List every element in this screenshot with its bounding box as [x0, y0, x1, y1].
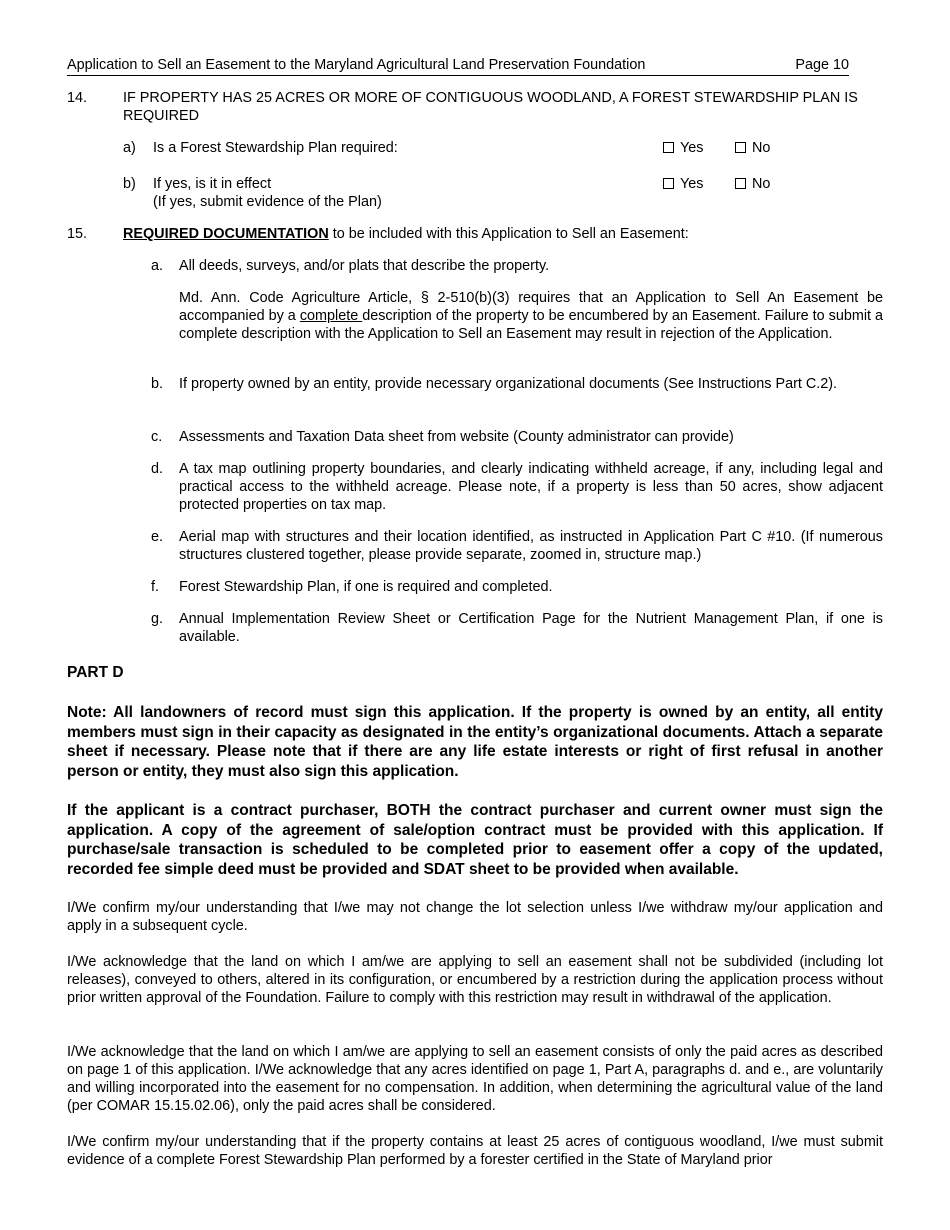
page-header: [67, 56, 849, 76]
q15-item-e-letter: e.: [151, 529, 164, 545]
q14b-note: (If yes, submit evidence of the Plan): [153, 194, 382, 210]
q15-note-before: Md. Ann. Code Agriculture Article, § 2-510(b)(3) requires that an Application to Sell An Easement be accompanied by a: [179, 290, 883, 324]
q14a-yes-label: Yes: [680, 140, 704, 156]
q15-item-a-letter: a.: [151, 258, 164, 274]
q14a-letter: a): [123, 140, 136, 156]
q15-item-g-letter: g.: [151, 611, 164, 627]
q14a-no-label: No: [752, 140, 771, 156]
q14a-yes-checkbox[interactable]: [663, 142, 674, 153]
q14b-yes-option[interactable]: [663, 175, 703, 193]
q14a-yes-option[interactable]: [663, 139, 703, 157]
q14-heading: IF PROPERTY HAS 25 ACRES OR MORE OF CONTIGUOUS WOODLAND, A FOREST STEWARDSHIP PLAN IS REQUIRED: [123, 90, 858, 124]
header-title: Application to Sell an Easement to the Maryland Agricultural Land Preservation Foundation: [67, 57, 646, 73]
q15-heading-rest: to be included with this Application to Sell an Easement:: [328, 226, 689, 242]
q15-item-b-text: If property owned by an entity, provide necessary organizational documents (See Instructions Part C.2).: [179, 376, 838, 392]
q15-item-c-text: Assessments and Taxation Data sheet from website (County administrator can provide): [179, 429, 734, 445]
q14a-question: Is a Forest Stewardship Plan required:: [153, 140, 398, 156]
part-d-paragraph-no-subdivision: I/We acknowledge that the land on which I am/we are applying to sell an easement shall not be subdivided (including lot releases), conveyed to others, altered in its configuration, or encumbered by a restriction during the application process without prior written approval of the Foundation. Failure to comply with this restriction may result in withdrawal of the application.: [67, 954, 883, 1006]
q14b-letter: b): [123, 176, 136, 192]
q14-number: 14.: [67, 90, 88, 106]
part-d-title: PART D: [67, 664, 124, 681]
part-d-paragraph-forest-plan: I/We confirm my/our understanding that if the property contains at least 25 acres of contiguous woodland, I/we must submit evidence of a complete Forest Stewardship Plan performed by a forester certified in the State of Maryland prior: [67, 1134, 883, 1168]
q15-item-c-letter: c.: [151, 429, 163, 445]
q14b-no-checkbox[interactable]: [735, 178, 746, 189]
q15-heading-line: [123, 225, 883, 243]
q15-heading: REQUIRED DOCUMENTATION: [123, 226, 329, 242]
q14b-yes-checkbox[interactable]: [663, 178, 674, 189]
header-page-number: Page 10: [795, 57, 849, 73]
q14a-no-option[interactable]: [735, 139, 770, 157]
part-d-note-owners: Note: All landowners of record must sign this application. If the property is owned by an entity, all entity members must sign in their capacity as designated in the entity’s organizational documents. Attach a separate sheet if necessary. Please note that if there are any life estate interests or right of first refusal in another person or entity, they must also sign this application.: [67, 704, 883, 780]
part-d-note-contract-purchaser: If the applicant is a contract purchaser, BOTH the contract purchaser and current owner must sign the application. A copy of the agreement of sale/option contract must be provided with this application. If purchase/sale transaction is scheduled to be completed prior to easement offer a copy of the updated, recorded fee simple deed must be provided and SDAT sheet to be provided when available.: [67, 802, 883, 878]
q15-item-a-note: [179, 289, 883, 343]
q15-item-f-letter: f.: [151, 579, 159, 595]
q14b-no-label: No: [752, 176, 771, 192]
q14b-yes-label: Yes: [680, 176, 704, 192]
q14b-no-option[interactable]: [735, 175, 770, 193]
q15-item-d-text: A tax map outlining property boundaries, and clearly indicating withheld acreage, if any, including legal and practical access to the withheld acreage. Please note, if a property is less than 50 acres, show adjacent protected properties on tax map.: [179, 461, 883, 513]
part-d-paragraph-paid-acres: I/We acknowledge that the land on which I am/we are applying to sell an easement consists of only the paid acres as described on page 1 of this application. I/We acknowledge that any acres identified on page 1, Part A, paragraphs d. and e., are voluntarily and willing incorporated into the easement for no compensation. In addition, when determining the agricultural value of the land (per COMAR 15.15.02.06), only the paid acres shall be considered.: [67, 1044, 883, 1114]
q15-item-d-letter: d.: [151, 461, 164, 477]
q15-item-g-text: Annual Implementation Review Sheet or Certification Page for the Nutrient Management Plan, if one is available.: [179, 611, 883, 645]
q15-item-b-letter: b.: [151, 376, 164, 392]
q15-note-after: description of the property to be encumbered by an Easement. Failure to submit a complete description with the Application to Sell an Easement may result in rejection of the Application.: [179, 308, 884, 342]
q14a-no-checkbox[interactable]: [735, 142, 746, 153]
q14b-question: If yes, is it in effect: [153, 176, 272, 192]
part-d-paragraph-lot-selection: I/We confirm my/our understanding that I/we may not change the lot selection unless I/we withdraw my/our application and apply in a subsequent cycle.: [67, 900, 883, 934]
q15-number: 15.: [67, 226, 88, 242]
q15-note-underlined: complete: [299, 308, 363, 324]
q15-item-f-text: Forest Stewardship Plan, if one is required and completed.: [179, 579, 553, 595]
q15-item-a-text: All deeds, surveys, and/or plats that describe the property.: [179, 258, 550, 274]
q15-item-e-text: Aerial map with structures and their location identified, as instructed in Application Part C #10. (If numerous structures clustered together, please provide separate, zoomed in, structure map.): [179, 529, 883, 563]
